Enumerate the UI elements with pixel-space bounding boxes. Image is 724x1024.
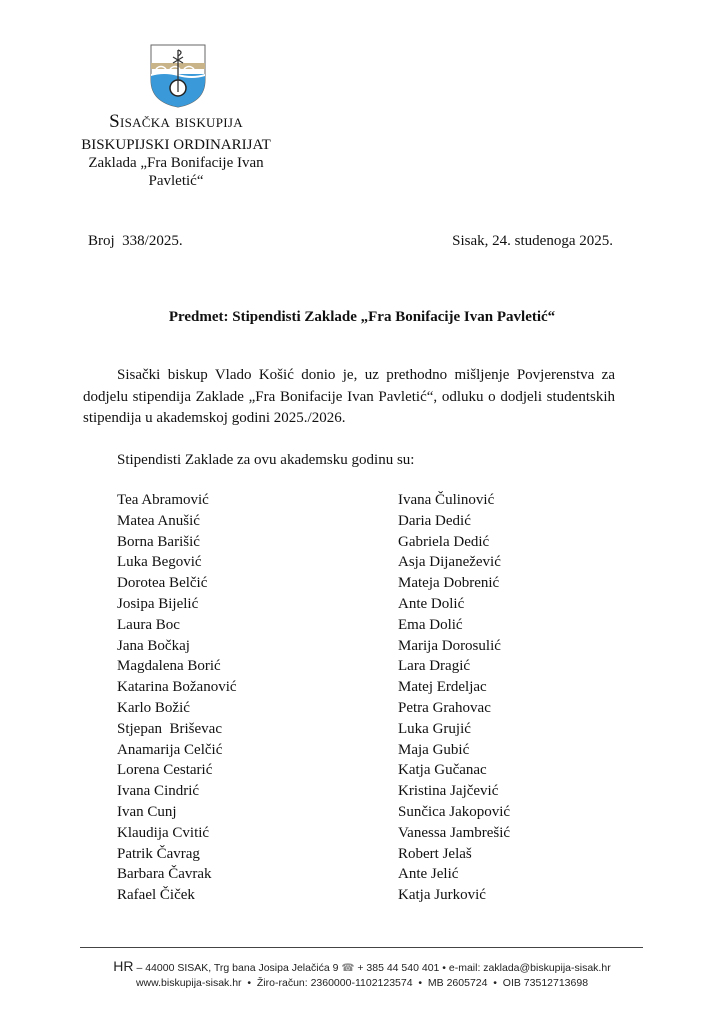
scholar-name: Klaudija Cvitić bbox=[117, 824, 210, 841]
scholar-name: Petra Grahovac bbox=[398, 699, 491, 716]
scholar-name: Asja Dijanežević bbox=[398, 554, 501, 571]
scholar-name: Tea Abramović bbox=[117, 492, 209, 508]
footer-address-line bbox=[0, 958, 724, 974]
place-and-date: Sisak, 24. studenoga 2025. bbox=[452, 233, 613, 249]
decision-paragraph: Sisački biskup Vlado Košić donio je, uz prethodno mišljenje Povjerenstva za dodjelu stipendija Zaklade „Fra Bonifacije Ivan Pavletić“, odluku o dodjeli studentskih stipendija u akademskoj godini 2025./2026. bbox=[83, 367, 615, 426]
scholar-name: Kristina Jajčević bbox=[398, 783, 499, 800]
scholar-name: Matea Anušić bbox=[117, 512, 200, 529]
subject-line: Predmet: Stipendisti Zaklade „Fra Bonifacije Ivan Pavletić“ bbox=[168, 309, 556, 325]
scholar-name: Sunčica Jakopović bbox=[398, 803, 511, 820]
scholar-name: Jana Bočkaj bbox=[117, 637, 190, 654]
scholar-name: Lara Dragić bbox=[398, 658, 471, 675]
foundation-name-line1: Zaklada „Fra Bonifacije Ivan bbox=[88, 155, 264, 171]
scholars-list-column-2 bbox=[398, 490, 510, 906]
footer-phone-email: + 385 44 540 401 • e-mail: zaklada@biskupija-sisak.hr bbox=[354, 962, 611, 974]
scholar-name: Katja Gučanac bbox=[398, 762, 487, 779]
scholar-name: Gabriela Dedić bbox=[398, 533, 490, 550]
footer-details-line: www.biskupija-sisak.hr • Žiro-račun: 2360000-1102123574 • MB 2605724 • OIB 73512713698 bbox=[135, 977, 589, 989]
scholar-name: Katja Jurković bbox=[398, 887, 486, 904]
foundation-name-line2: Pavletić“ bbox=[148, 173, 204, 189]
document-number: Broj 338/2025. bbox=[88, 233, 183, 249]
scholar-name: Josipa Bijelić bbox=[117, 595, 199, 612]
scholar-name: Karlo Božić bbox=[117, 699, 190, 716]
scholar-name: Katarina Božanović bbox=[117, 679, 237, 696]
scholar-name: Stjepan Briševac bbox=[117, 720, 222, 737]
phone-icon: ☎ bbox=[341, 962, 355, 974]
scholar-name: Lorena Cestarić bbox=[117, 762, 213, 779]
footer-address: – 44000 SISAK, Trg bana Josipa Jelačića 9 bbox=[133, 962, 342, 974]
scholar-name: Ante Jelić bbox=[398, 866, 459, 883]
scholar-name: Dorotea Belčić bbox=[117, 575, 208, 592]
scholar-name: Ivana Čulinović bbox=[398, 492, 495, 508]
scholar-name: Daria Dedić bbox=[398, 512, 471, 529]
scholar-name: Rafael Čiček bbox=[117, 887, 195, 904]
scholar-name: Robert Jelaš bbox=[398, 845, 472, 862]
scholar-name: Barbara Čavrak bbox=[117, 866, 212, 883]
list-intro: Stipendisti Zaklade za ovu akademsku godinu su: bbox=[117, 452, 415, 468]
scholar-name: Laura Boc bbox=[117, 616, 180, 633]
scholar-name: Ivan Cunj bbox=[117, 803, 177, 820]
footer-divider bbox=[80, 947, 643, 948]
scholar-name: Borna Barišić bbox=[117, 533, 200, 550]
organization-name: Sisačka biskupija bbox=[109, 111, 243, 132]
scholar-name: Mateja Dobrenić bbox=[398, 575, 500, 592]
scholar-name: Ema Dolić bbox=[398, 616, 463, 633]
footer-hr: HR bbox=[113, 958, 134, 974]
scholar-name: Anamarija Celčić bbox=[117, 741, 223, 758]
department-name: BISKUPIJSKI ORDINARIJAT bbox=[81, 137, 271, 153]
scholar-name: Ante Dolić bbox=[398, 595, 465, 612]
scholar-name: Luka Grujić bbox=[398, 720, 471, 737]
scholar-name: Matej Erdeljac bbox=[398, 679, 487, 696]
scholar-name: Maja Gubić bbox=[398, 741, 470, 758]
scholar-name: Patrik Čavrag bbox=[117, 845, 200, 862]
scholar-name: Ivana Cindrić bbox=[117, 783, 200, 800]
scholar-name: Magdalena Borić bbox=[117, 658, 221, 675]
scholar-name: Marija Dorosulić bbox=[398, 637, 501, 654]
scholars-list-column-1 bbox=[117, 490, 237, 906]
diocese-coat-of-arms-logo bbox=[150, 44, 206, 108]
scholar-name: Luka Begović bbox=[117, 554, 202, 571]
scholar-name: Vanessa Jambrešić bbox=[398, 824, 511, 841]
